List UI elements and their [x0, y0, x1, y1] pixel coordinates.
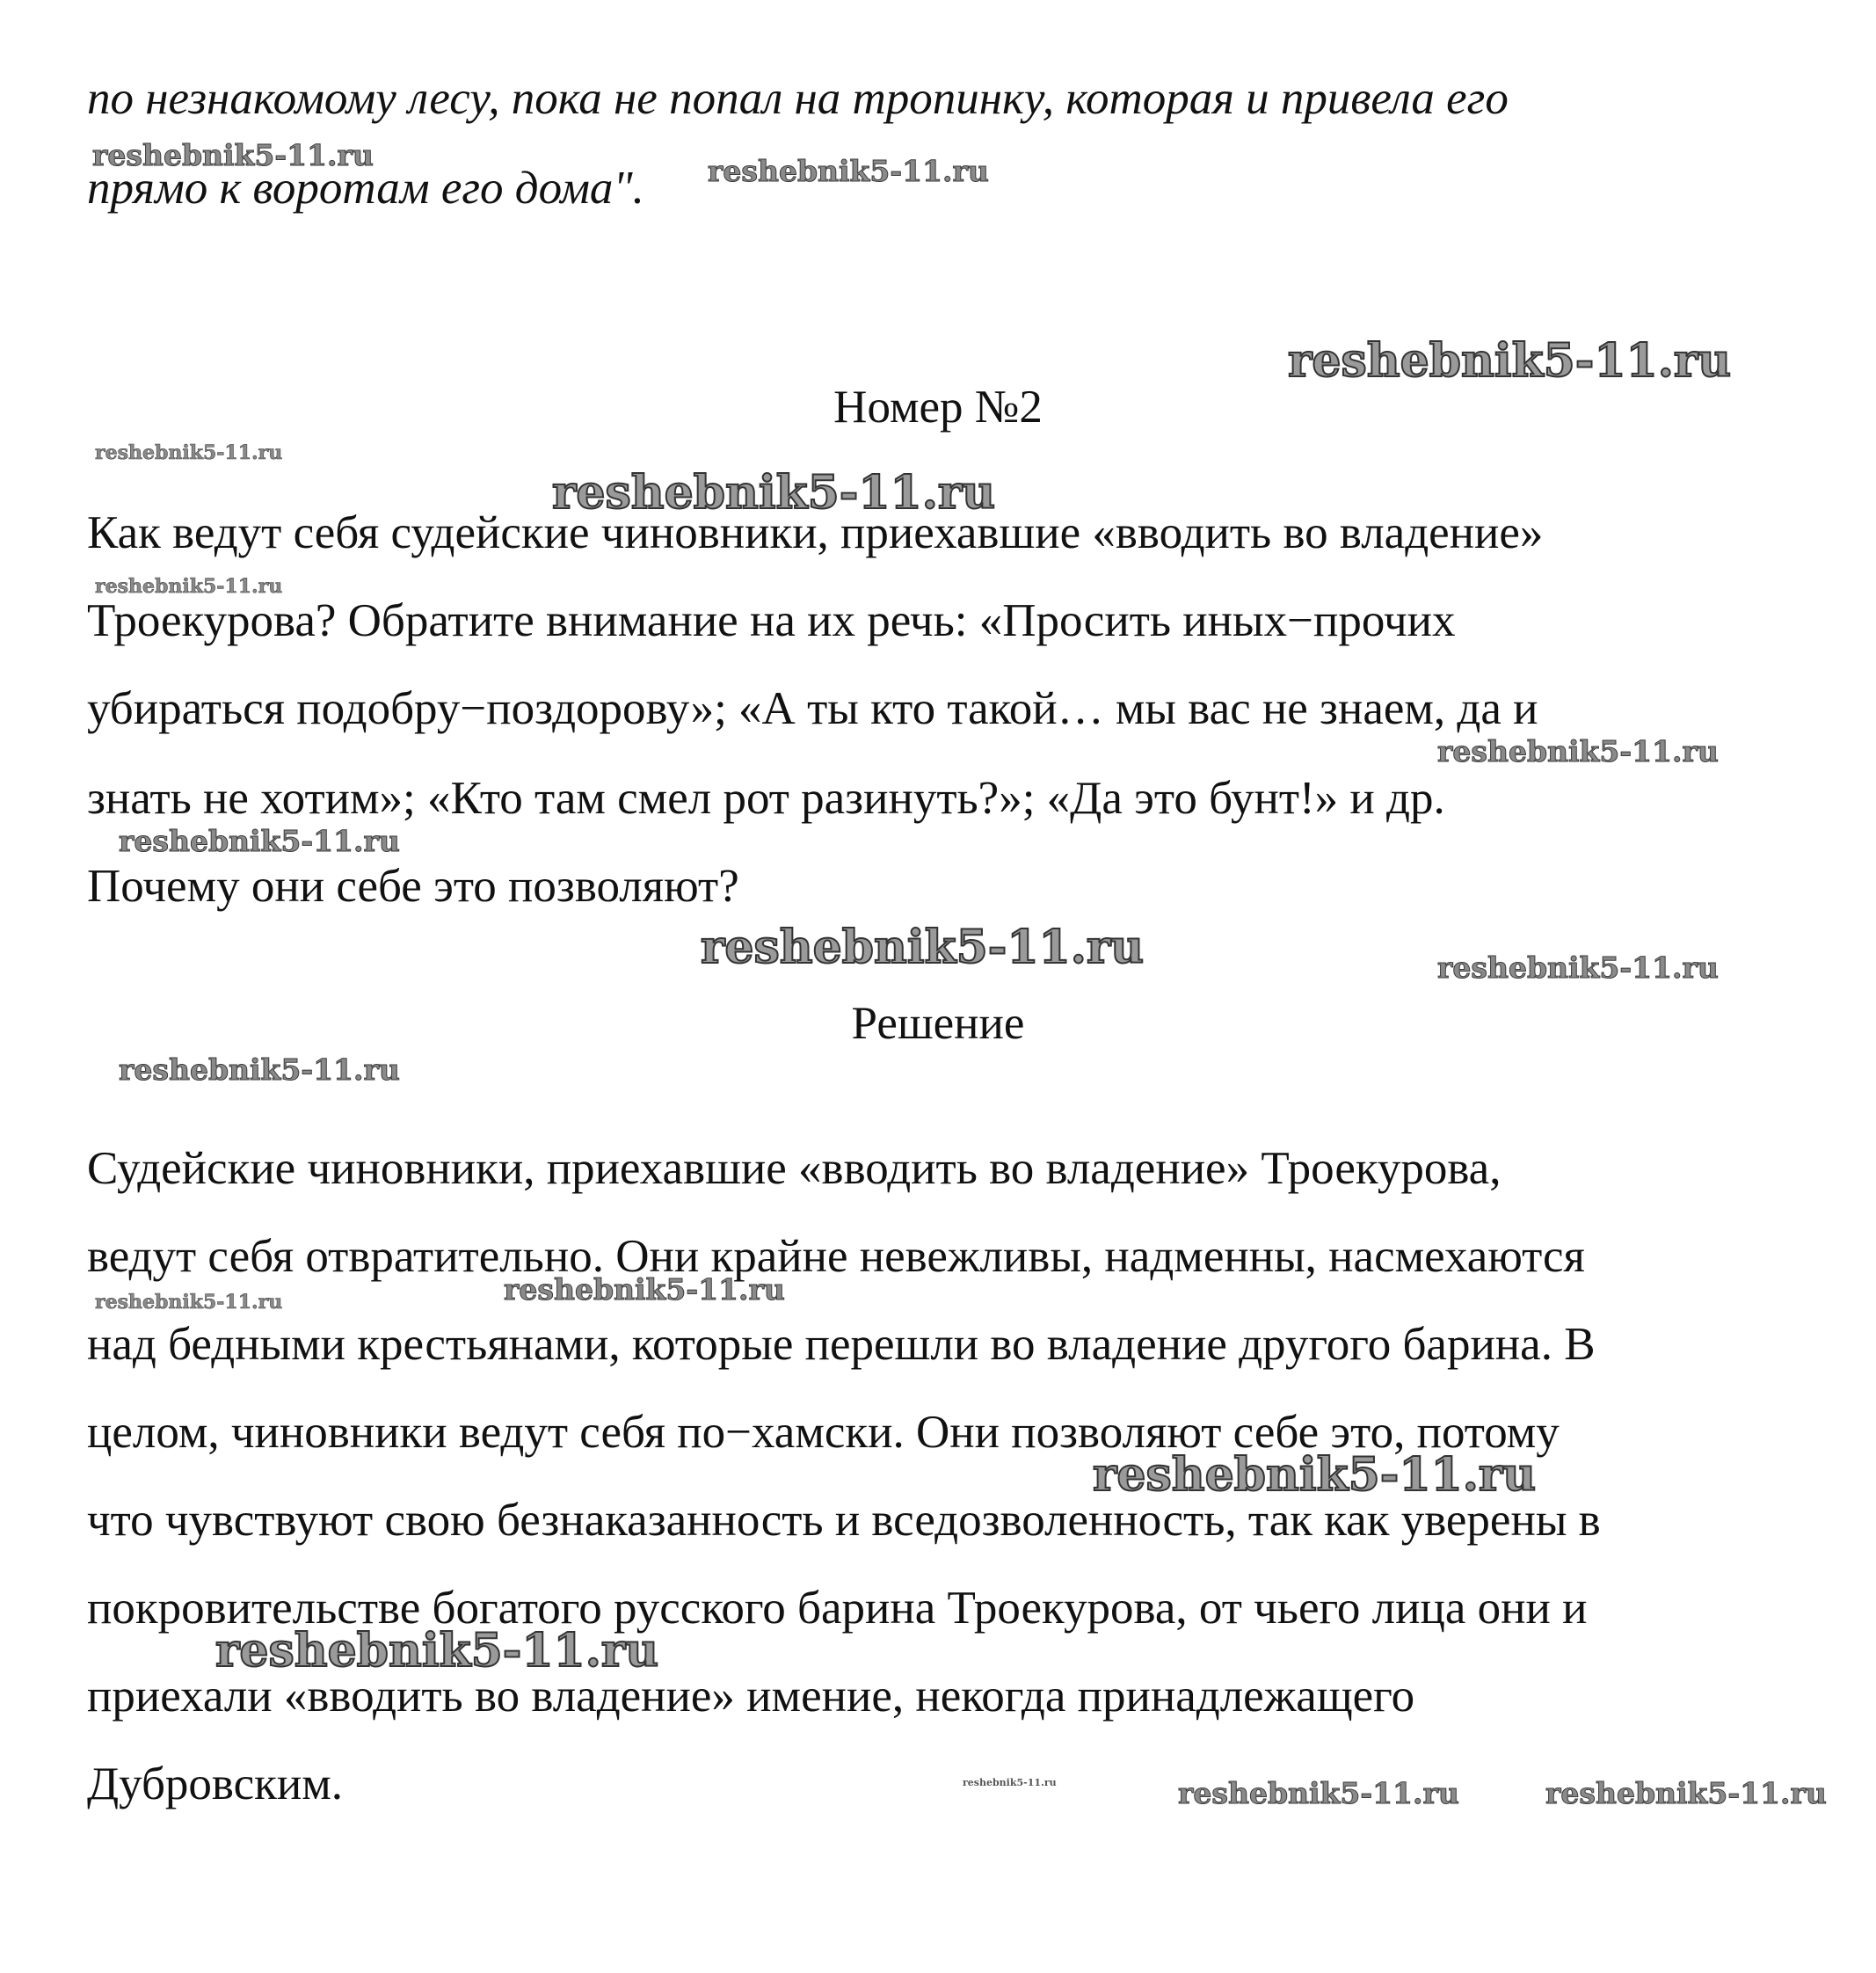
- solution-line-6: покровительстве богатого русского барина Троекурова, от чьего лица они и: [87, 1583, 1588, 1634]
- solution-line-3: над бедными крестьянами, которые перешли во владение другого барина. В: [87, 1319, 1596, 1370]
- watermark: reshebnik5-11.ru: [1545, 1776, 1827, 1810]
- watermark: reshebnik5-11.ru: [1437, 950, 1719, 985]
- question-line-1: Как ведут себя судейские чиновники, приехавшие «вводить во владение»: [87, 507, 1544, 558]
- solution-line-4: целом, чиновники ведут себя по−хамски. Они позволяют себе это, потому: [87, 1407, 1560, 1458]
- watermark: reshebnik5-11.ru: [95, 1291, 283, 1314]
- question-heading: Номер №2: [833, 382, 1043, 433]
- watermark: reshebnik5-11.ru: [92, 138, 374, 172]
- solution-line-8: Дубровским.: [87, 1758, 344, 1809]
- watermark: reshebnik5-11.ru: [215, 1624, 659, 1678]
- watermark: reshebnik5-11.ru: [1178, 1776, 1459, 1810]
- solution-line-7: приехали «вводить во владение» имение, некогда принадлежащего: [87, 1671, 1415, 1722]
- watermark: reshebnik5-11.ru: [708, 154, 989, 188]
- watermark: reshebnik5-11.ru: [119, 1052, 400, 1087]
- solution-line-2: ведут себя отвратительно. Они крайне невежливы, надменны, насмехаются: [87, 1231, 1585, 1282]
- watermark: reshebnik5-11.ru: [1288, 334, 1732, 388]
- solution-line-5: что чувствуют свою безнаказанность и вседозволенность, так как уверены в: [87, 1495, 1601, 1546]
- watermark: reshebnik5-11.ru: [95, 441, 283, 464]
- question-line-5: Почему они себе это позволяют?: [87, 861, 739, 912]
- solution-line-1: Судейские чиновники, приехавшие «вводить во владение» Троекурова,: [87, 1143, 1502, 1194]
- watermark: reshebnik5-11.ru: [552, 466, 996, 520]
- watermark: reshebnik5-11.ru: [1093, 1448, 1537, 1502]
- question-line-3: убираться подобру−поздорову»; «А ты кто такой… мы вас не знаем, да и: [87, 683, 1538, 734]
- question-line-2: Троекурова? Обратите внимание на их речь: «Просить иных−прочих: [87, 595, 1456, 646]
- watermark: reshebnik5-11.ru: [701, 921, 1145, 974]
- watermark: reshebnik5-11.ru: [504, 1272, 785, 1307]
- watermark: reshebnik5-11.ru: [95, 575, 283, 598]
- intro-line-1: по незнакомому лесу, пока не попал на тропинку, которая и привела его: [87, 73, 1509, 124]
- watermark: reshebnik5-11.ru: [1437, 734, 1719, 768]
- intro-line-2: прямо к воротам его дома".: [87, 163, 644, 214]
- watermark: reshebnik5-11.ru: [119, 824, 400, 858]
- question-line-4: знать не хотим»; «Кто там смел рот разинуть?»; «Да это бунт!» и др.: [87, 773, 1445, 824]
- watermark: reshebnik5-11.ru: [963, 1777, 1057, 1788]
- solution-heading: Решение: [851, 998, 1025, 1049]
